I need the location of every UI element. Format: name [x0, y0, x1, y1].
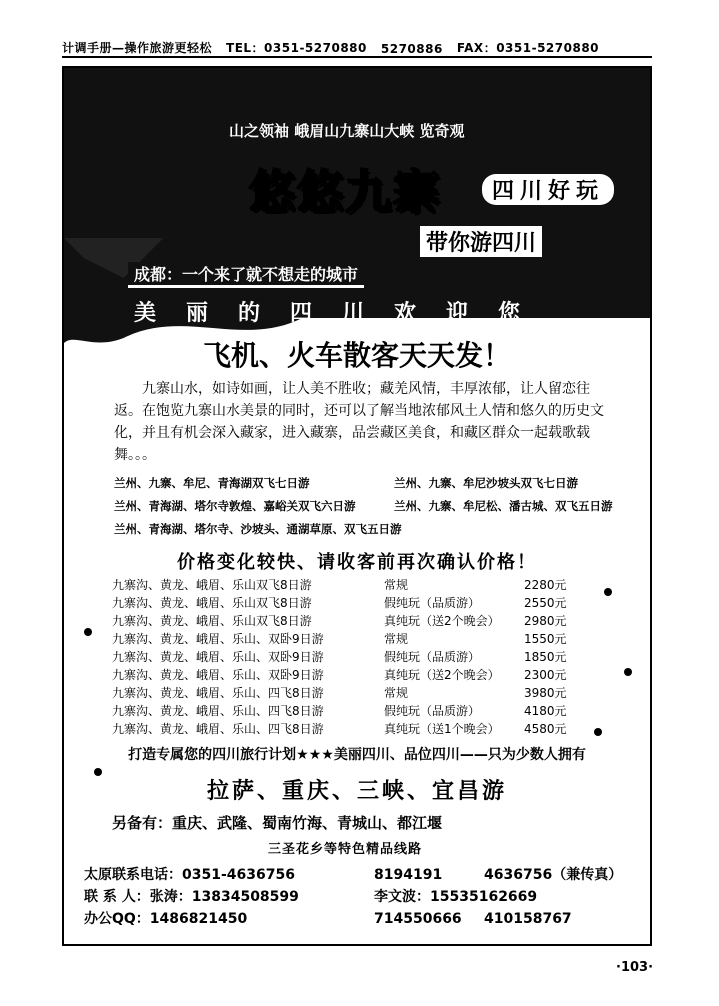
chengdu-slogan: 成都：一个来了就不想走的城市	[128, 262, 364, 288]
price-route: 九寨沟、黄龙、峨眉、乐山、四飞8日游	[112, 722, 324, 736]
contact-label: 太原联系电话：0351-4636756	[84, 867, 295, 883]
extra-routes: 另备有：重庆、武隆、蜀南竹海、青城山、都江堰	[112, 814, 443, 832]
contact-label: 联 系 人：张涛：13834508599	[84, 889, 299, 905]
price-value: 2280元	[524, 578, 567, 592]
ad-frame	[62, 66, 652, 946]
route-list	[114, 472, 624, 541]
contact-b: 4636756（兼传真）	[484, 867, 623, 883]
table-row	[112, 666, 572, 684]
destinations-banner: 拉萨、重庆、三峡、宜昌游	[206, 779, 507, 804]
route-item: 兰州、青海湖、塔尔寺敦煌、嘉峪关双飞六日游	[114, 499, 356, 513]
price-value: 4580元	[524, 722, 567, 736]
contact-a: 8194191	[374, 867, 443, 883]
price-value: 2550元	[524, 596, 567, 610]
price-level: 常规	[384, 632, 409, 646]
snow-speck	[594, 728, 602, 736]
price-value: 1850元	[524, 650, 567, 664]
price-level: 真纯玩（送2个晚会）	[384, 668, 500, 682]
price-route: 九寨沟、黄龙、峨眉、乐山、四飞8日游	[112, 704, 324, 718]
plan-slogan: 打造专属您的四川旅行计划★★★美丽四川、品位四川——只为少数人拥有	[128, 747, 586, 763]
price-value: 3980元	[524, 686, 567, 700]
table-row	[112, 630, 572, 648]
guide-subtitle: 带你游四川	[420, 226, 542, 257]
price-level: 假纯玩（品质游）	[384, 704, 481, 718]
price-level: 假纯玩（品质游）	[384, 650, 481, 664]
contact-a: 714550666	[374, 911, 462, 927]
contact-row	[84, 864, 644, 886]
intro-paragraph: 九寨山水，如诗如画，让人美不胜收；藏羌风情，丰厚浓郁，让人留恋往返。在饱览九寨山水美景的同时，还可以了解当地浓郁风土人情和悠久的历史文化，并且有机会深入藏家，进入藏寨，品尝藏区美食，和藏区群众一起载歌载舞。。。	[114, 381, 604, 463]
price-route: 九寨沟、黄龙、峨眉、乐山、四飞8日游	[112, 686, 324, 700]
title-badge: 四川好玩	[482, 174, 614, 205]
page-number: ·103·	[616, 960, 654, 975]
snow-speck	[84, 628, 92, 636]
welcome-banner: 美丽的四川欢迎您	[134, 301, 551, 326]
route-item: 兰州、九寨、牟尼松、潘古城、双飞五日游	[394, 499, 613, 513]
snow-speck	[94, 768, 102, 776]
table-row	[112, 612, 572, 630]
table-row	[112, 648, 572, 666]
snow-speck	[624, 668, 632, 676]
route-item: 兰州、九寨、牟尼沙坡头双飞七日游	[394, 476, 578, 490]
price-value: 4180元	[524, 704, 567, 718]
flight-banner: 飞机、火车散客天天发！	[202, 339, 511, 372]
price-level: 常规	[384, 578, 409, 592]
price-table	[112, 576, 572, 738]
price-notice: 价格变化较快、请收客前再次确认价格！	[177, 552, 537, 573]
route-item: 兰州、九寨、牟尼、青海湖双飞七日游	[114, 476, 310, 490]
price-route: 九寨沟、黄龙、峨眉、乐山、双卧9日游	[112, 632, 324, 646]
table-row	[112, 684, 572, 702]
price-value: 1550元	[524, 632, 567, 646]
hero-tagline: 山之领袖 峨眉山九寨山大峡 览奇观	[229, 122, 465, 140]
contact-row	[84, 908, 644, 930]
table-row	[112, 594, 572, 612]
snow-speck	[604, 588, 612, 596]
price-route: 九寨沟、黄龙、峨眉、乐山双飞8日游	[112, 614, 312, 628]
header-fax: FAX：0351-5270880	[456, 41, 600, 55]
price-route: 九寨沟、黄龙、峨眉、乐山、双卧9日游	[112, 668, 324, 682]
table-row	[112, 702, 572, 720]
contact-a: 李文波：15535162669	[374, 889, 538, 905]
contact-block	[84, 864, 644, 930]
route-row	[114, 495, 624, 518]
price-level: 真纯玩（送2个晚会）	[384, 614, 500, 628]
route-row	[114, 518, 624, 541]
table-row	[112, 576, 572, 594]
price-route: 九寨沟、黄龙、峨眉、乐山双飞8日游	[112, 578, 312, 592]
page-header	[62, 34, 652, 58]
contact-b: 410158767	[484, 911, 572, 927]
price-value: 2980元	[524, 614, 567, 628]
contact-row	[84, 886, 644, 908]
header-slogan: 计调手册—操作旅游更轻松	[62, 41, 213, 55]
header-tel2: 5270886	[380, 42, 443, 56]
price-level: 假纯玩（品质游）	[384, 596, 481, 610]
route-row	[114, 472, 624, 495]
main-title: 悠悠九寨	[249, 165, 441, 219]
price-level: 常规	[384, 686, 409, 700]
price-level: 真纯玩（送1个晚会）	[384, 722, 500, 736]
price-value: 2300元	[524, 668, 567, 682]
price-route: 九寨沟、黄龙、峨眉、乐山双飞8日游	[112, 596, 312, 610]
header-tel: TEL：0351-5270880	[226, 41, 367, 55]
price-route: 九寨沟、黄龙、峨眉、乐山、双卧9日游	[112, 650, 324, 664]
extra-routes-cont: 三圣花乡等特色精品线路	[268, 842, 423, 857]
contact-label: 办公QQ：1486821450	[84, 911, 248, 927]
table-row	[112, 720, 572, 738]
route-item: 兰州、青海湖、塔尔寺、沙坡头、通湖草原、双飞五日游	[114, 522, 402, 536]
